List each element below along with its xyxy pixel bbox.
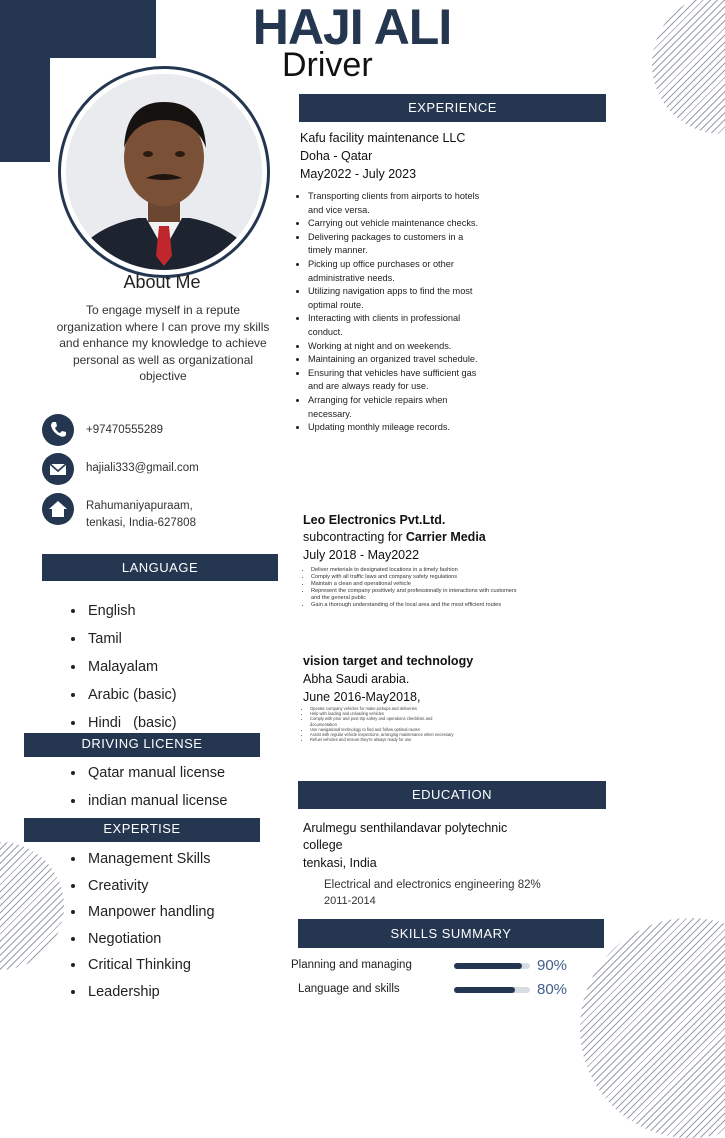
phone-number[interactable]: +97470555289 <box>86 424 164 436</box>
list-item: • Negotiation <box>86 926 215 953</box>
driving-license-heading: DRIVING LICENSE <box>24 733 260 757</box>
list-item: • Comply with prior and post trip safety and operations checklists and documentation <box>310 716 460 726</box>
job2-period: July 2018 - May2022 <box>303 548 420 562</box>
person-name: HAJI ALI <box>252 0 452 55</box>
list-item: • Tamil <box>86 625 177 653</box>
list-item: • Working at night and on weekends. <box>308 340 486 354</box>
home-icon <box>42 493 74 525</box>
skill-label: Planning and managing <box>291 959 412 971</box>
job1-company: Kafu facility maintenance LLC <box>300 131 466 145</box>
skill-bar <box>454 987 530 993</box>
list-item: • Carrying out vehicle maintenance checks. <box>308 217 486 231</box>
list-item: • Leadership <box>86 979 215 1006</box>
experience-heading: EXPERIENCE <box>299 94 606 122</box>
list-item: • Updating monthly mileage records. <box>308 421 486 435</box>
phone-icon <box>42 414 74 446</box>
job2-bullets <box>302 567 519 609</box>
list-item: • Interacting with clients in professional conduct. <box>308 312 486 339</box>
list-item: • Deliver meterials to designated locations in a timely fashion <box>311 567 519 574</box>
skills-summary-heading: SKILLS SUMMARY <box>298 919 604 948</box>
list-item: • English <box>86 597 177 625</box>
list-item: • Ensuring that vehicles have sufficient gas and are always ready for use. <box>308 367 486 394</box>
education-location: tenkasi, India <box>303 856 377 870</box>
job2-subcontract <box>303 528 486 546</box>
list-item: • Comply with all traffic laws and company safety regulations <box>311 574 519 581</box>
education-school-line2: college <box>303 838 343 852</box>
skill-percent: 80% <box>537 981 568 998</box>
list-item: • Refuel vehicles and ensure they're always ready for use <box>310 737 460 742</box>
expertise-list <box>66 846 215 1006</box>
list-item: • Use navigational technology to find and follow optimal routes <box>310 727 460 732</box>
email-icon <box>42 453 74 485</box>
list-item: • Represent the company positively and professionally in interactions with customers and the general public <box>311 588 519 602</box>
language-list <box>66 597 177 737</box>
job1-bullets <box>298 190 486 435</box>
education-years: 2011-2014 <box>324 895 376 907</box>
job1-period: May2022 - July 2023 <box>300 167 417 181</box>
decor-circle-mid-left <box>0 842 64 970</box>
list-item: • Help with loading and unloading vehicles <box>310 711 460 716</box>
expertise-heading: EXPERTISE <box>24 818 260 842</box>
list-item: • Assist with regular vehicle inspections, arranging maintenance when necessary <box>310 732 460 737</box>
list-item: • Critical Thinking <box>86 952 215 979</box>
job2-company: Leo Electronics Pvt.Ltd. <box>303 513 446 527</box>
list-item: • Creativity <box>86 873 215 900</box>
about-title: About Me <box>123 272 201 292</box>
list-item: • Management Skills <box>86 846 215 873</box>
corner-block-tall <box>0 0 50 162</box>
list-item: • Manpower handling <box>86 899 215 926</box>
list-item: • Operate company vehicles for make pickups and deliveries <box>310 706 460 711</box>
education-degree: Electrical and electronics engineering 82% <box>324 879 541 891</box>
about-text: To engage myself in a repute organization where I can prove my skills and enhance my knowledge to achieve personal as well as organizational objective <box>56 303 270 383</box>
address-line-2: tenkasi, India-627808 <box>86 517 196 529</box>
job3-company: vision target and technology <box>303 654 474 668</box>
list-item: • Arabic (basic) <box>86 681 177 709</box>
skill-label: Language and skills <box>298 983 400 995</box>
skill-bar-fill <box>454 987 515 993</box>
license-list <box>66 759 227 815</box>
list-item: • Picking up office purchases or other administrative needs. <box>308 258 486 285</box>
list-item: • Maintain a clean and operational vehicle <box>311 581 519 588</box>
list-item: • Arranging for vehicle repairs when necessary. <box>308 394 486 421</box>
skill-bar <box>454 963 530 969</box>
list-item: • Gain a thorough understanding of the local area and the most efficient routes <box>311 602 519 609</box>
job1-location: Doha - Qatar <box>300 149 373 163</box>
list-item: • Maintaining an organized travel schedule. <box>308 353 486 367</box>
decor-circle-bottom-right <box>580 918 725 1138</box>
job3-period: June 2016-May2018, <box>303 690 421 704</box>
skill-bar-fill <box>454 963 522 969</box>
list-item: • Transporting clients from airports to hotels and vice versa. <box>308 190 486 217</box>
list-item: • Utilizing navigation apps to find the most optimal route. <box>308 285 486 312</box>
list-item: • Malayalam <box>86 653 177 681</box>
list-item: • Hindi (basic) <box>86 709 177 737</box>
list-item: • indian manual license <box>86 787 227 815</box>
job2-sub-prefix: subcontracting for <box>303 530 406 544</box>
list-item: • Delivering packages to customers in a timely manner. <box>308 231 486 258</box>
job2-sub-company: Carrier Media <box>405 530 486 544</box>
address-line-1: Rahumaniyapuraam, <box>86 500 193 512</box>
decor-circle-top-right <box>652 0 725 134</box>
job3-location: Abha Saudi arabia. <box>303 672 410 686</box>
job3-bullets <box>302 706 460 742</box>
person-role: Driver <box>282 46 373 84</box>
list-item: • Qatar manual license <box>86 759 227 787</box>
email-address[interactable]: hajiali333@gmail.com <box>86 462 199 474</box>
language-heading: LANGUAGE <box>42 554 278 581</box>
education-school-line1: Arulmegu senthilandavar polytechnic <box>303 821 508 835</box>
profile-photo <box>66 74 262 270</box>
skill-percent: 90% <box>537 957 568 974</box>
education-heading: EDUCATION <box>298 781 606 809</box>
